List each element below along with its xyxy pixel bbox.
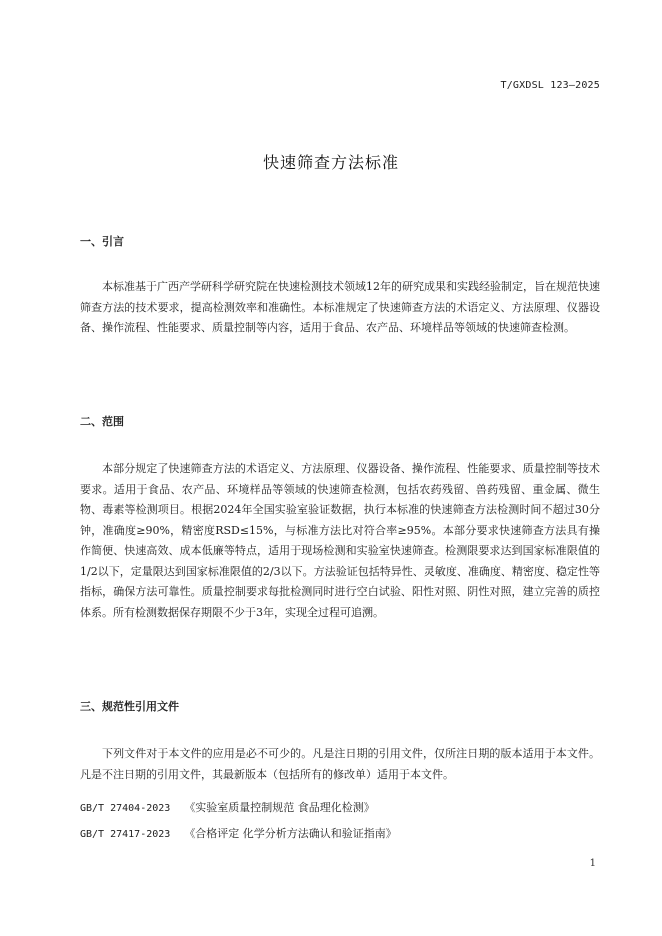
section-heading-scope: 二、范围 — [80, 415, 124, 428]
section-heading-introduction: 一、引言 — [80, 235, 124, 248]
reference-item — [80, 799, 375, 815]
reference-code: GB/T 27404-2023 — [80, 803, 171, 814]
section-body-normative-references: 下列文件对于本文件的应用是必不可少的。凡是注日期的引用文件，仅所注日期的版本适用于本文件。凡是不注日期的引用文件，其最新版本（包括所有的修改单）适用于本文件。 — [80, 747, 600, 781]
reference-item — [80, 825, 397, 841]
section-body-introduction: 本标准基于广西产学研科学研究院在快速检测技术领域12年的研究成果和实践经验制定，旨在规范快速筛查方法的技术要求，提高检测效率和准确性。本标准规定了快速筛查方法的术语定义、方法原理、仪器设备、操作流程、性能要求、质量控制等内容，适用于食品、农产品、环境样品等领域的快速筛查检测。 — [80, 280, 600, 334]
reference-code: GB/T 27417-2023 — [80, 829, 171, 840]
document-title: 快速筛查方法标准 — [262, 153, 399, 172]
page-number: 1 — [589, 858, 596, 869]
section-heading-normative-references: 三、规范性引用文件 — [80, 700, 179, 713]
section-body-scope: 本部分规定了快速筛查方法的术语定义、方法原理、仪器设备、操作流程、性能要求、质量控制等技术要求。适用于食品、农产品、环境样品等领域的快速筛查检测，包括农药残留、兽药残留、重金属、微生物、毒素等检测项目。根据2024年全国实验室验证数据，执行本标准的快速筛查方法检测时间不超过30分钟，准确度≥90%，精密度RSD≤15%，与标准方法比对符合率≥95%。本部分要求快速筛查方法具有操作简便、快速高效、成本低廉等特点，适用于现场检测和实验室快速筛查。检测限要求达到国家标准限值的1/2以下，定量限达到国家标准限值的2/3以下。方法验证包括特异性、灵敏度、准确度、精密度、稳定性等指标，确保方法可靠性。质量控制要求每批检测同时进行空白试验、阳性对照、阴性对照，建立完善的质控体系。所有检测数据保存期限不少于3年，实现全过程可追溯。 — [80, 462, 600, 619]
reference-title: 《合格评定 化学分析方法确认和验证指南》 — [184, 827, 397, 840]
standard-code: T/GXDSL 123—2025 — [500, 80, 600, 91]
reference-title: 《实验室质量控制规范 食品理化检测》 — [184, 801, 375, 814]
